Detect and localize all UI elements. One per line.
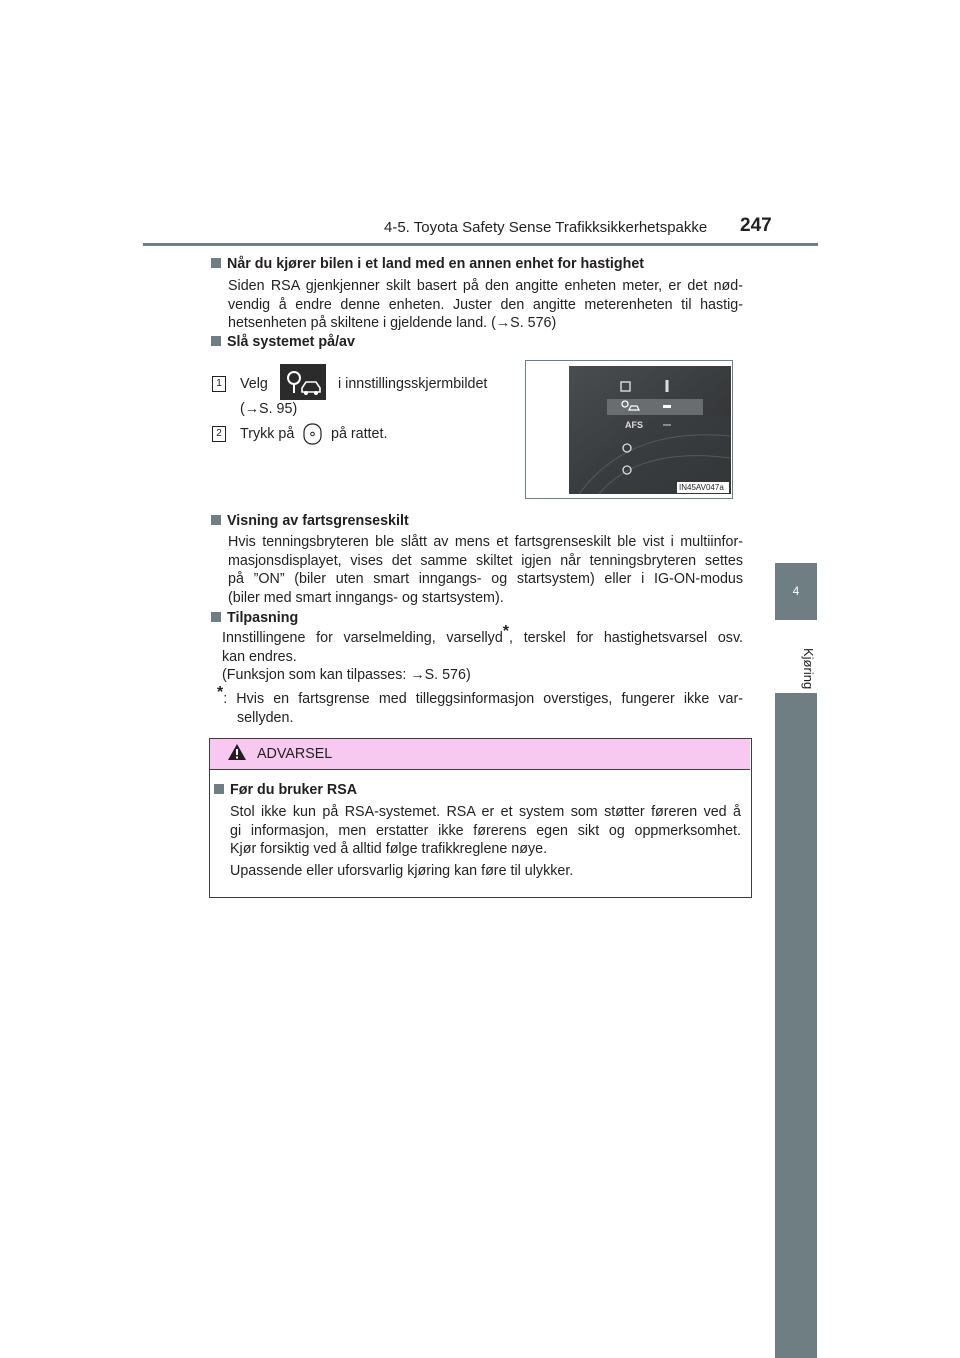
text-line: hetsenheten på skiltene i gjeldende land. (→S. 576) [228, 315, 557, 331]
figure-menu-label: AFS [625, 420, 643, 430]
bullet-square-icon [211, 612, 221, 622]
figure-code: IN45AV047a [679, 483, 724, 492]
bullet-square-icon [211, 336, 221, 346]
chapter-label: Kjøring [801, 648, 816, 690]
text-line: gi informasjon, men erstatter ikke førerens egen sikt og oppmerksomhet. [230, 822, 741, 839]
display-paragraph [228, 533, 743, 607]
step2-text-b: på rattet. [331, 426, 388, 442]
chapter-side-bar [775, 693, 817, 1358]
bullet-square-icon [211, 258, 221, 268]
text-line: Hvis tenningsbryteren ble slått av mens et fartsgrenseskilt ble vist i multiinfor- [228, 534, 743, 550]
text-line: Innstillingene for varselmelding, varsellyd*, terskel for hastighetsvarsel osv. [222, 623, 744, 646]
chapter-tab: 4 [775, 563, 817, 620]
custom-heading: Tilpasning [211, 610, 298, 626]
text-line: på ”ON” (biler uten smart inngangs- og startsystem) eller i IG-ON-modus [228, 571, 743, 587]
page-number: 247 [740, 215, 772, 236]
unit-paragraph [228, 277, 743, 333]
step2-text-a: Trykk på [240, 426, 295, 442]
step1-ref: (→S. 95) [240, 401, 298, 417]
text-line: (biler med smart inngangs- og startsystem). [228, 589, 504, 606]
warning-paragraph [230, 803, 741, 859]
warning-triangle-icon [227, 743, 247, 766]
warning-last-line: Upassende eller uforsvarlig kjøring kan føre til ulykker. [230, 863, 574, 879]
unit-heading: Når du kjører bilen i et land med en annen enhet for hastighet [211, 256, 644, 272]
footnote [217, 684, 743, 727]
step1-text-a: Velg [240, 376, 268, 392]
header-rule [143, 243, 818, 246]
warning-title: ADVARSEL [257, 746, 333, 762]
text-line: Siden RSA gjenkjenner skilt basert på den angitte enheten meter, er det nød- [228, 278, 743, 294]
section-title: 4-5. Toyota Safety Sense Trafikksikkerhetspakke [384, 219, 708, 236]
step-number: 2 [212, 426, 226, 442]
step-number: 1 [212, 376, 226, 392]
display-heading: Visning av fartsgrenseskilt [211, 513, 409, 529]
multi-info-display-figure [569, 366, 731, 494]
text-line: *: Hvis en fartsgrense med tilleggsinformasjon overstiges, fungerer ikke var- [217, 684, 743, 707]
text-line: masjonsdisplayet, vises det samme skiltet igjen når tenningsbryteren settes [228, 552, 743, 569]
step1-text-b: i innstillingsskjermbildet [338, 376, 488, 392]
toggle-heading: Slå systemet på/av [211, 334, 355, 350]
custom-paragraph [222, 623, 744, 685]
text-line: Stol ikke kun på RSA-systemet. RSA er et system som støtter føreren ved å [230, 804, 741, 820]
steering-switch-icon [302, 423, 324, 450]
rsa-menu-icon [280, 364, 326, 400]
text-line: vendig å endre denne enheten. Juster den angitte meterenheten til hastig- [228, 296, 743, 313]
warning-heading: Før du bruker RSA [214, 782, 357, 798]
text-line: kan endres. [222, 648, 297, 665]
text-line: (Funksjon som kan tilpasses: →S. 576) [222, 667, 471, 683]
text-line: sellyden. [237, 709, 294, 726]
bullet-square-icon [214, 784, 224, 794]
text-line: Kjør forsiktig ved å alltid følge trafikkreglene nøye. [230, 841, 548, 857]
bullet-square-icon [211, 515, 221, 525]
